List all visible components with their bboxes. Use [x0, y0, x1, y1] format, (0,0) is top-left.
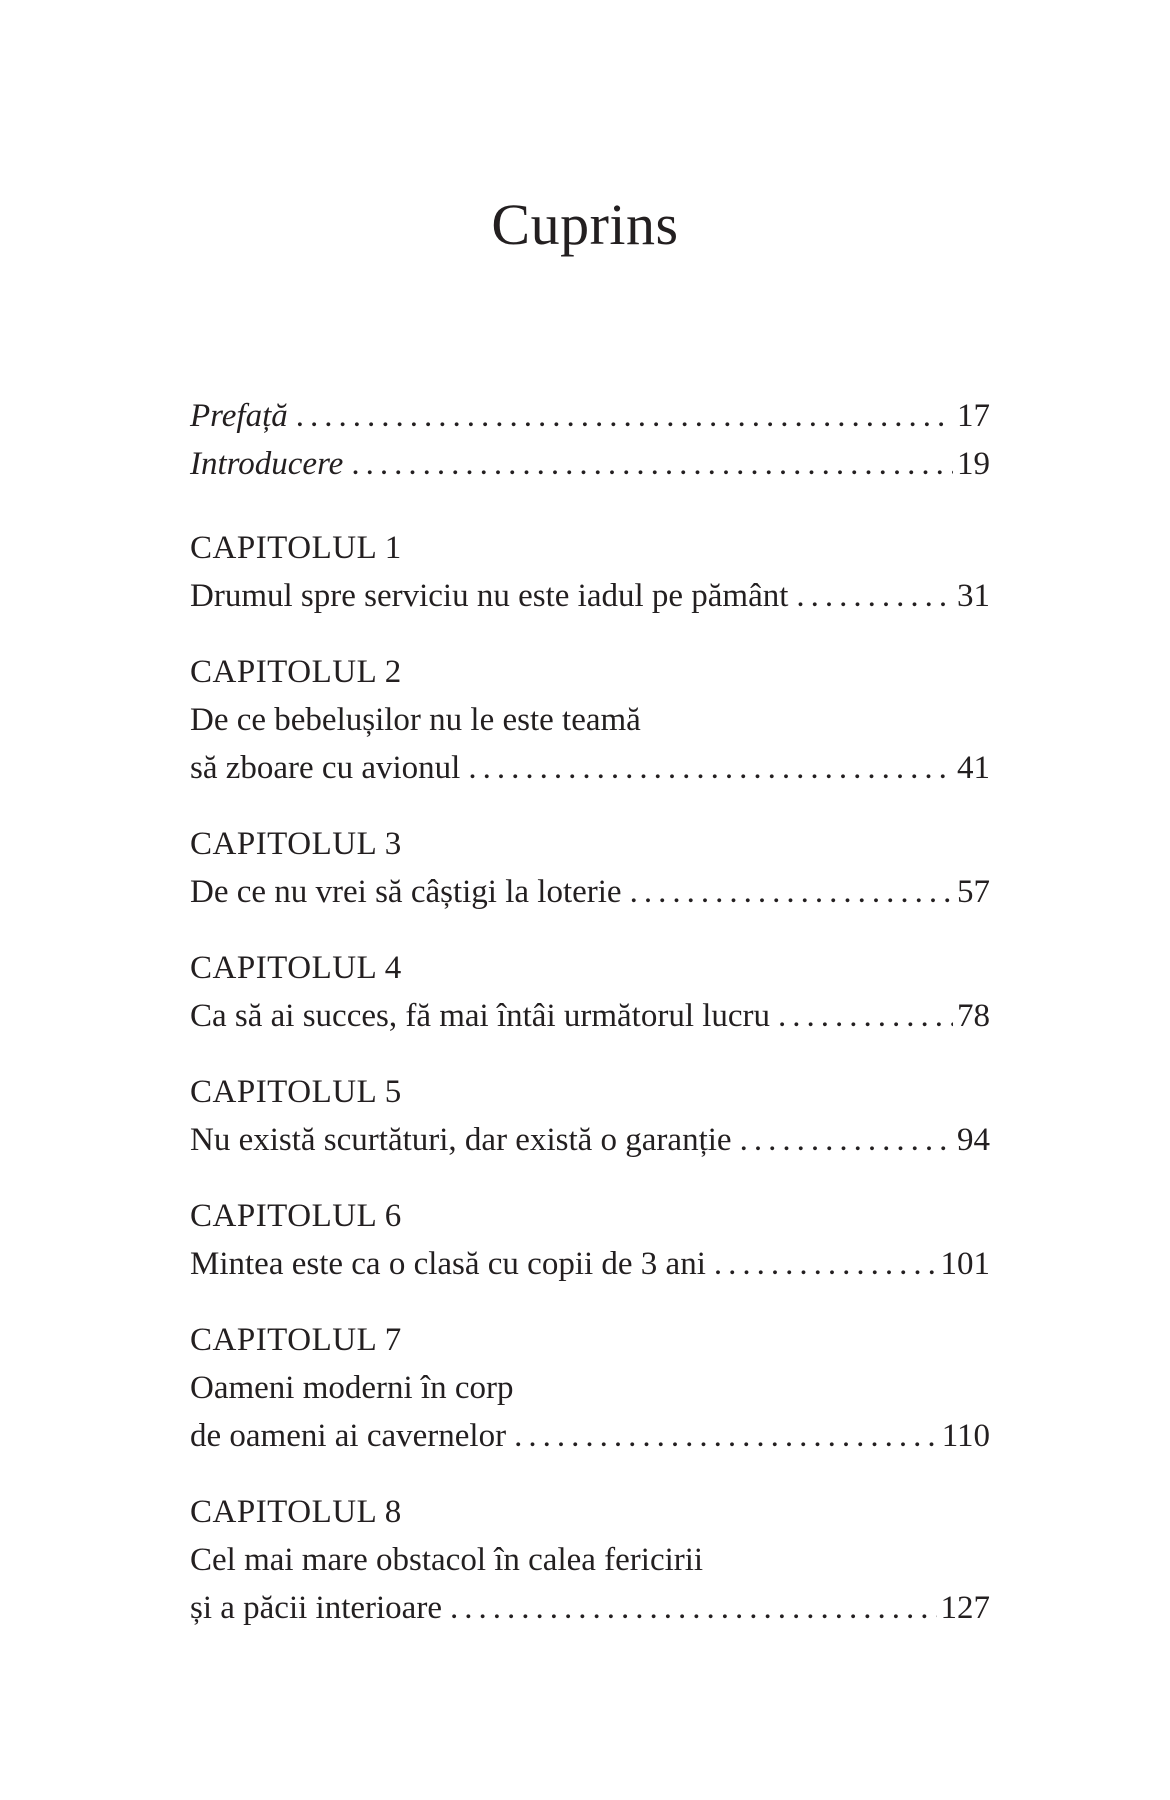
- chapter-title-line: [190, 1240, 990, 1288]
- chapter-title-line: [190, 1584, 990, 1632]
- chapter-title: De ce bebelușilor nu le este teamă: [190, 702, 641, 738]
- toc-page-number: 94: [957, 1122, 990, 1158]
- chapter-title: Oameni moderni în corp: [190, 1370, 514, 1406]
- toc-chapter-3: [190, 820, 990, 916]
- toc-page-number: 110: [941, 1418, 990, 1454]
- chapter-title-line: [190, 744, 990, 792]
- chapter-title: să zboare cu avionul: [190, 750, 461, 786]
- dot-leader: [468, 744, 953, 792]
- chapter-title: Drumul spre serviciu nu este iadul pe pământ: [190, 578, 789, 614]
- chapter-label: CAPITOLUL 4: [190, 950, 402, 986]
- toc-chapter-2: [190, 648, 990, 792]
- chapter-title-line: [190, 868, 990, 916]
- toc-chapter-8: [190, 1488, 990, 1632]
- toc-page-number: 57: [957, 874, 990, 910]
- dot-leader: [714, 1240, 937, 1288]
- chapter-title: de oameni ai cavernelor: [190, 1418, 507, 1454]
- chapter-title: Nu există scurtături, dar există o garanție: [190, 1122, 732, 1158]
- chapter-title: Cel mai mare obstacol în calea fericirii: [190, 1542, 704, 1578]
- toc-page-number: 41: [957, 750, 990, 786]
- dot-leader: [630, 868, 953, 916]
- chapter-title: De ce nu vrei să câștigi la loterie: [190, 874, 622, 910]
- chapter-title-line: [190, 992, 990, 1040]
- chapter-label: CAPITOLUL 8: [190, 1494, 402, 1530]
- toc-chapter-7: [190, 1316, 990, 1460]
- chapter-title-line: [190, 1116, 990, 1164]
- dot-leader: [296, 392, 953, 440]
- dot-leader: [450, 1584, 937, 1632]
- chapter-label: CAPITOLUL 1: [190, 530, 402, 566]
- toc-chapter-4: [190, 944, 990, 1040]
- chapter-label: CAPITOLUL 5: [190, 1074, 402, 1110]
- toc-entry-title: Introducere: [190, 446, 344, 482]
- chapter-title: și a păcii interioare: [190, 1590, 442, 1626]
- chapter-label: CAPITOLUL 7: [190, 1322, 402, 1358]
- toc-page-number: 78: [957, 998, 990, 1034]
- chapter-label: CAPITOLUL 3: [190, 826, 402, 862]
- chapter-title: Mintea este ca o clasă cu copii de 3 ani: [190, 1246, 706, 1282]
- dot-leader: [514, 1412, 938, 1460]
- dot-leader: [796, 572, 953, 620]
- chapter-title-line: [190, 572, 990, 620]
- toc-page-number: 19: [957, 446, 990, 482]
- toc-page-number: 101: [940, 1246, 990, 1282]
- toc-page-number: 127: [940, 1590, 990, 1626]
- page-title: Cuprins: [491, 192, 679, 257]
- chapter-title-line: [190, 1412, 990, 1460]
- dot-leader: [740, 1116, 953, 1164]
- toc-page-number: 31: [957, 578, 990, 614]
- toc-chapter-6: [190, 1192, 990, 1288]
- chapter-title: Ca să ai succes, fă mai întâi următorul lucru: [190, 998, 771, 1034]
- chapter-label: CAPITOLUL 6: [190, 1198, 402, 1234]
- toc-chapter-1: [190, 524, 990, 620]
- dot-leader: [351, 440, 953, 488]
- dot-leader: [778, 992, 953, 1040]
- chapter-label: CAPITOLUL 2: [190, 654, 402, 690]
- toc-entry-introducere: [190, 440, 990, 488]
- toc-page-number: 17: [957, 398, 990, 434]
- table-of-contents: [190, 392, 990, 1632]
- toc-entry-prefata: [190, 392, 990, 440]
- toc-entry-title: Prefață: [190, 398, 288, 434]
- toc-chapter-5: [190, 1068, 990, 1164]
